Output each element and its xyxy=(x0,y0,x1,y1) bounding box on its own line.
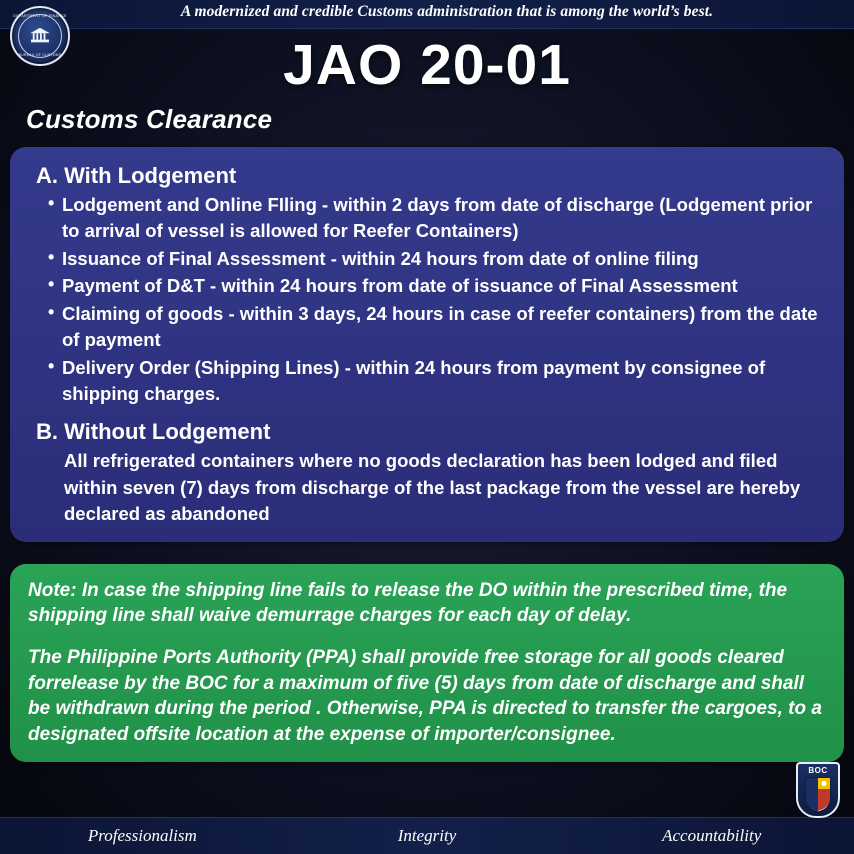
note-paragraph: Note: In case the shipping line fails to release the DO within the prescribed time, the shipping line shall waive demurrage charges for each day of delay. xyxy=(28,579,788,627)
seal-building-glyph xyxy=(29,27,51,45)
page-title: JAO 20-01 xyxy=(283,33,571,97)
page-subtitle: Customs Clearance xyxy=(26,103,273,134)
note-paragraph: The Philippine Ports Authority (PPA) shall provide free storage for all goods cleared forrelease by the BOC for a maximum of five (5) days from date of discharge and shall be withdrawn during the period . Otherwise, PPA is directed to transfer the cargoes, to a designated offsite location at the expense of importer/consignee. xyxy=(28,647,822,746)
section-a-heading: A. With Lodgement xyxy=(36,162,237,188)
footer-bar xyxy=(0,817,854,854)
boc-badge-icon xyxy=(796,762,840,818)
bureau-of-customs-seal-icon xyxy=(10,6,70,66)
footer-value-professionalism: Professionalism xyxy=(87,826,197,845)
header-bar xyxy=(0,0,854,29)
list-item: • Lodgement and Online FIling - within 2 days from date of discharge (Lodgement prior to arrival of vessel is allowed for Reefer Containers) xyxy=(62,192,828,245)
boc-shield-glyph xyxy=(804,777,832,813)
note-panel xyxy=(10,564,844,762)
boc-badge-label: BOC xyxy=(808,766,828,775)
lodgement-panel xyxy=(10,147,844,542)
footer-value-integrity: Integrity xyxy=(397,826,457,845)
seal-top-text: DEPARTMENT OF FINANCE xyxy=(13,14,67,18)
list-item: • Payment of D&T - within 24 hours from date of issuance of Final Assessment xyxy=(62,273,828,299)
list-item: • Delivery Order (Shipping Lines) - within 24 hours from payment by consignee of shipping charges. xyxy=(62,355,828,408)
seal-inner-ring xyxy=(13,14,67,58)
section-a-bullet-list xyxy=(26,192,828,408)
list-item: • Issuance of Final Assessment - within 24 hours from date of online filing xyxy=(62,246,828,272)
section-b-heading: B. Without Lodgement xyxy=(36,419,271,445)
section-b-body: All refrigerated containers where no goods declaration has been lodged and filed within seven (7) days from discharge of the last package from the vessel are hereby declared as abandoned xyxy=(64,450,801,525)
footer-value-accountability: Accountability xyxy=(662,826,762,845)
list-item: • Claiming of goods - within 3 days, 24 hours in case of reefer containers) from the date of payment xyxy=(62,301,828,354)
header-tagline: A modernized and credible Customs administration that is among the world’s best. xyxy=(180,3,714,20)
seal-bottom-text: BUREAU OF CUSTOMS xyxy=(18,53,62,57)
